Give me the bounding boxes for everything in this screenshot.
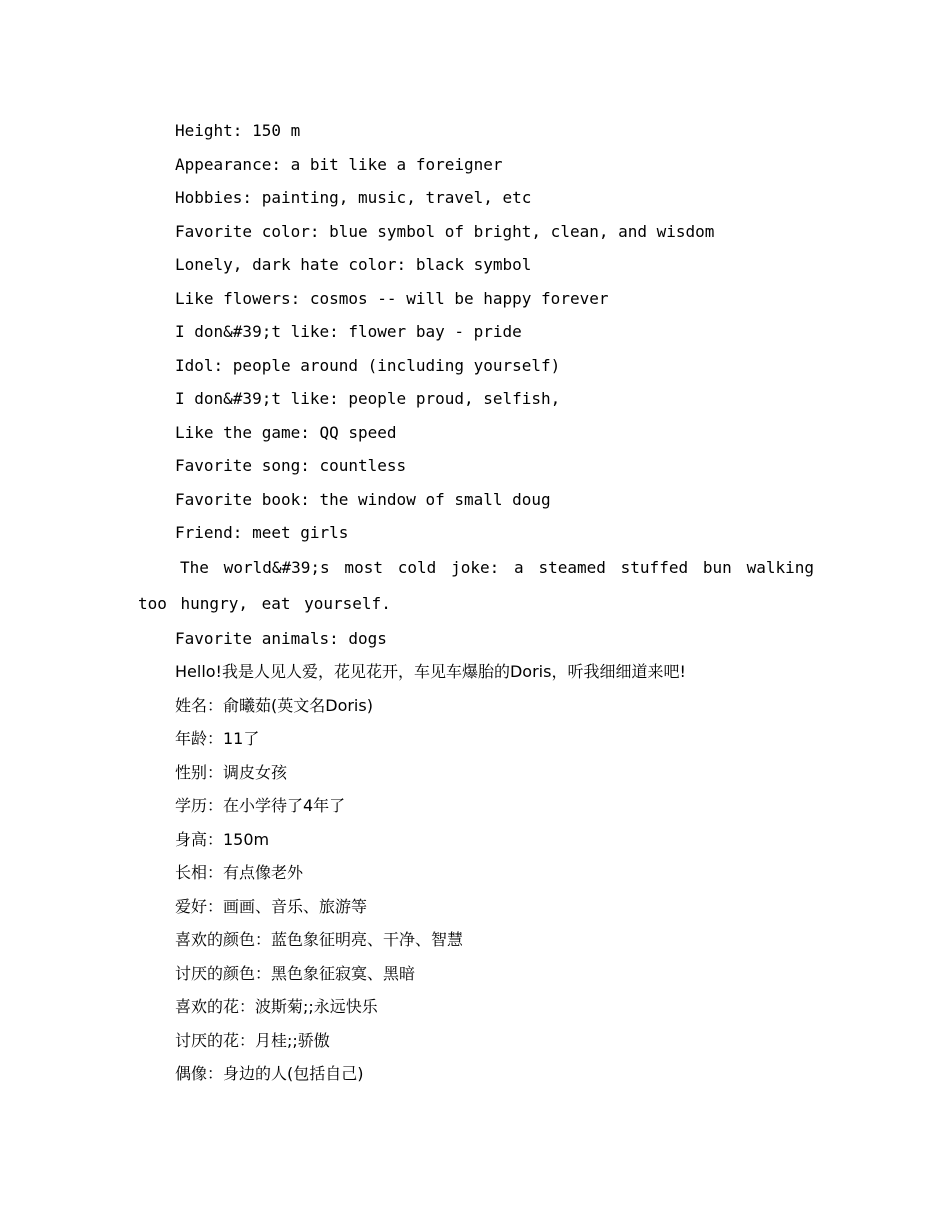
text-line-hate-color-cn: 讨厌的颜色：黑色象征寂寞、黑暗: [175, 963, 416, 983]
text-line-animals: Favorite animals: dogs: [175, 628, 387, 648]
text-line-dislike-people: I don&#39;t like: people proud, selfish,: [175, 389, 561, 408]
text-line-appearance: Appearance: a bit like a foreigner: [175, 154, 503, 174]
text-line-favorite-color: Favorite color: blue symbol of bright, clean, and wisdom: [175, 221, 715, 241]
text-line-name: 姓名：俞曦茹(英文名Doris): [175, 695, 373, 715]
text-line-hobbies-cn: 爱好：画画、音乐、旅游等: [175, 896, 368, 916]
text-line-height-cn: 身高：150m: [175, 829, 270, 849]
text-line-appearance-cn: 长相：有点像老外: [175, 863, 304, 882]
text-line-favorite-color-cn: 喜欢的颜色：蓝色象征明亮、干净、智慧: [175, 930, 464, 949]
text-line-education: 学历：在小学待了4年了: [175, 796, 346, 815]
text-line-dislike-flower-cn: 讨厌的花：月桂;;骄傲: [175, 1030, 330, 1050]
joke-paragraph: The world&#39;s most cold joke: a steamed stuffed bun walking too hungry, eat yourself.: [138, 557, 814, 613]
text-line-greeting: Hello!我是人见人爱，花见花开，车见车爆胎的Doris，听我细细道来吧!: [175, 662, 686, 681]
text-line-book: Favorite book: the window of small doug: [175, 489, 551, 509]
document-body: [138, 114, 814, 1091]
text-line-height: Height: 150 m: [175, 121, 301, 140]
text-line-like-flowers-cn: 喜欢的花：波斯菊;;永远快乐: [175, 997, 378, 1016]
text-line-game: Like the game: QQ speed: [175, 422, 397, 442]
text-line-age: 年龄：11了: [175, 729, 260, 748]
text-line-idol: Idol: people around (including yourself): [175, 355, 561, 375]
text-line-friend: Friend: meet girls: [175, 523, 349, 542]
text-line-like-flowers: Like flowers: cosmos -- will be happy forever: [175, 288, 609, 308]
text-line-hobbies: Hobbies: painting, music, travel, etc: [175, 188, 532, 207]
text-line-gender: 性别：调皮女孩: [175, 762, 288, 782]
text-line-dislike-flower: I don&#39;t like: flower bay - pride: [175, 322, 522, 341]
text-line-idol-cn: 偶像：身边的人(包括自己): [175, 1064, 364, 1083]
text-line-song: Favorite song: countless: [175, 456, 407, 475]
text-line-hate-color: Lonely, dark hate color: black symbol: [175, 255, 532, 274]
